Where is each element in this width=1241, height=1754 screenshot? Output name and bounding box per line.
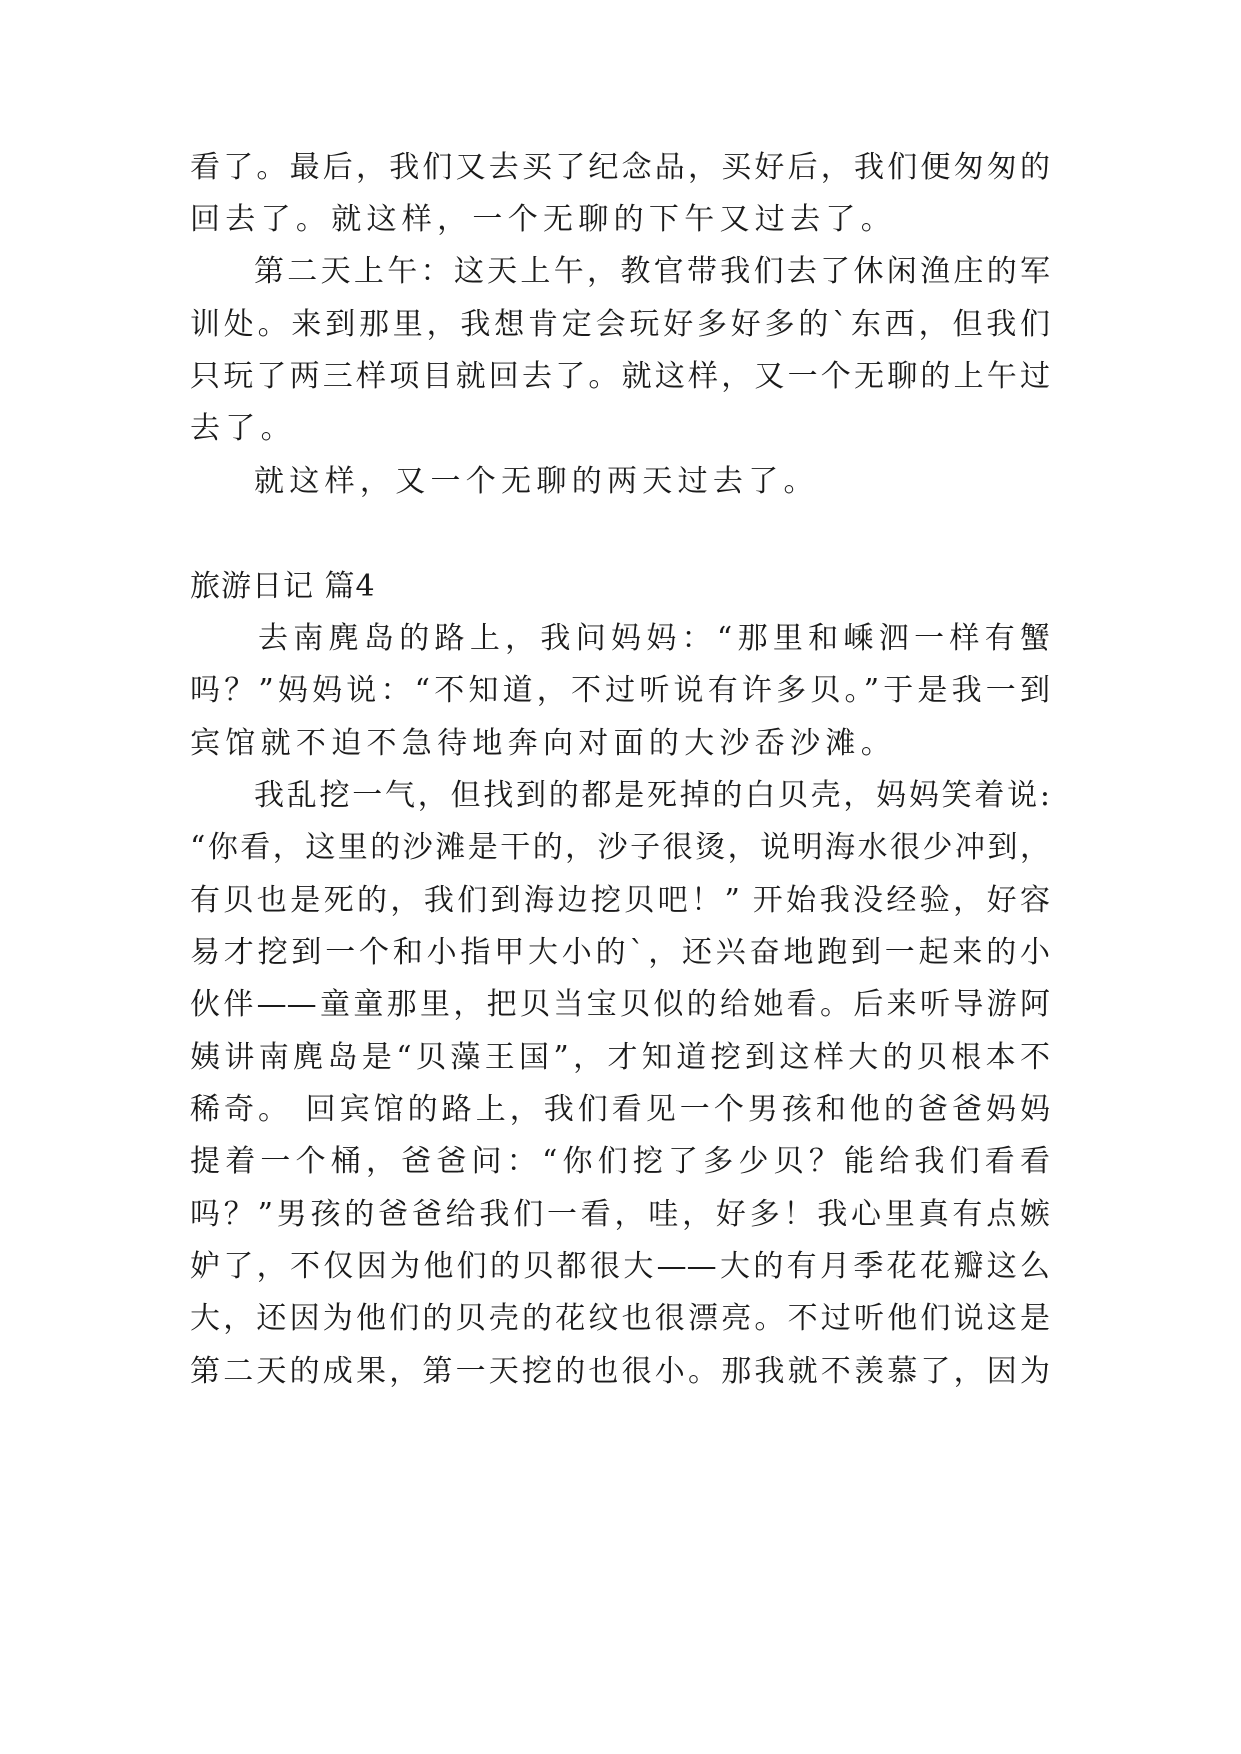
text-line: 吗？”妈妈说：“不知道，不过听说有许多贝。”于是我一到 (190, 673, 1050, 708)
text-line: 第二天的成果，第一天挖的也很小。那我就不羡慕了，因为 (190, 1354, 1050, 1389)
text-line: 大，还因为他们的贝壳的花纹也很漂亮。不过听他们说这是 (190, 1301, 1050, 1336)
text-line: 伙伴——童童那里，把贝当宝贝似的给她看。后来听导游阿 (190, 987, 1050, 1022)
text-line: “你看，这里的沙滩是干的，沙子很烫，说明海水很少冲到， (190, 830, 1050, 865)
text-line: 宾馆就不迫不急待地奔向对面的大沙岙沙滩。 (190, 726, 896, 761)
text-line: 姨讲南麂岛是“贝藻王国”，才知道挖到这样大的贝根本不 (190, 1040, 1050, 1075)
text-line: 去了。 (190, 411, 296, 446)
paragraph-first-line: 就这样，又一个无聊的两天过去了。 (254, 464, 819, 499)
text-line: 有贝也是死的，我们到海边挖贝吧！” 开始我没经验，好容 (190, 883, 1050, 918)
text-line: 提着一个桶，爸爸问：“你们挖了多少贝？能给我们看看 (190, 1144, 1050, 1179)
text-line: 只玩了两三样项目就回去了。就这样，又一个无聊的上午过 (190, 359, 1050, 394)
text-line: 看了。最后，我们又去买了纪念品，买好后，我们便匆匆的 (190, 150, 1050, 185)
paragraph-first-line: 去南麂岛的路上，我问妈妈：“那里和嵊泗一样有蟹 (258, 621, 1050, 656)
section-heading: 旅游日记 篇4 (190, 569, 376, 604)
paragraph-first-line: 第二天上午：这天上午，教官带我们去了休闲渔庄的军 (254, 254, 1050, 289)
text-line: 稀奇。 回宾馆的路上，我们看见一个男孩和他的爸爸妈妈 (190, 1092, 1050, 1127)
paragraph-first-line: 我乱挖一气，但找到的都是死掉的白贝壳，妈妈笑着说: (254, 778, 1050, 813)
text-line: 训处。来到那里，我想肯定会玩好多好多的`东西，但我们 (190, 307, 1050, 342)
text-line: 回去了。就这样，一个无聊的下午又过去了。 (190, 202, 896, 237)
text-line: 妒了，不仅因为他们的贝都很大——大的有月季花花瓣这么 (190, 1249, 1050, 1284)
text-line: 吗？”男孩的爸爸给我们一看，哇，好多！我心里真有点嫉 (190, 1197, 1050, 1232)
text-line: 易才挖到一个和小指甲大小的`，还兴奋地跑到一起来的小 (190, 935, 1050, 970)
